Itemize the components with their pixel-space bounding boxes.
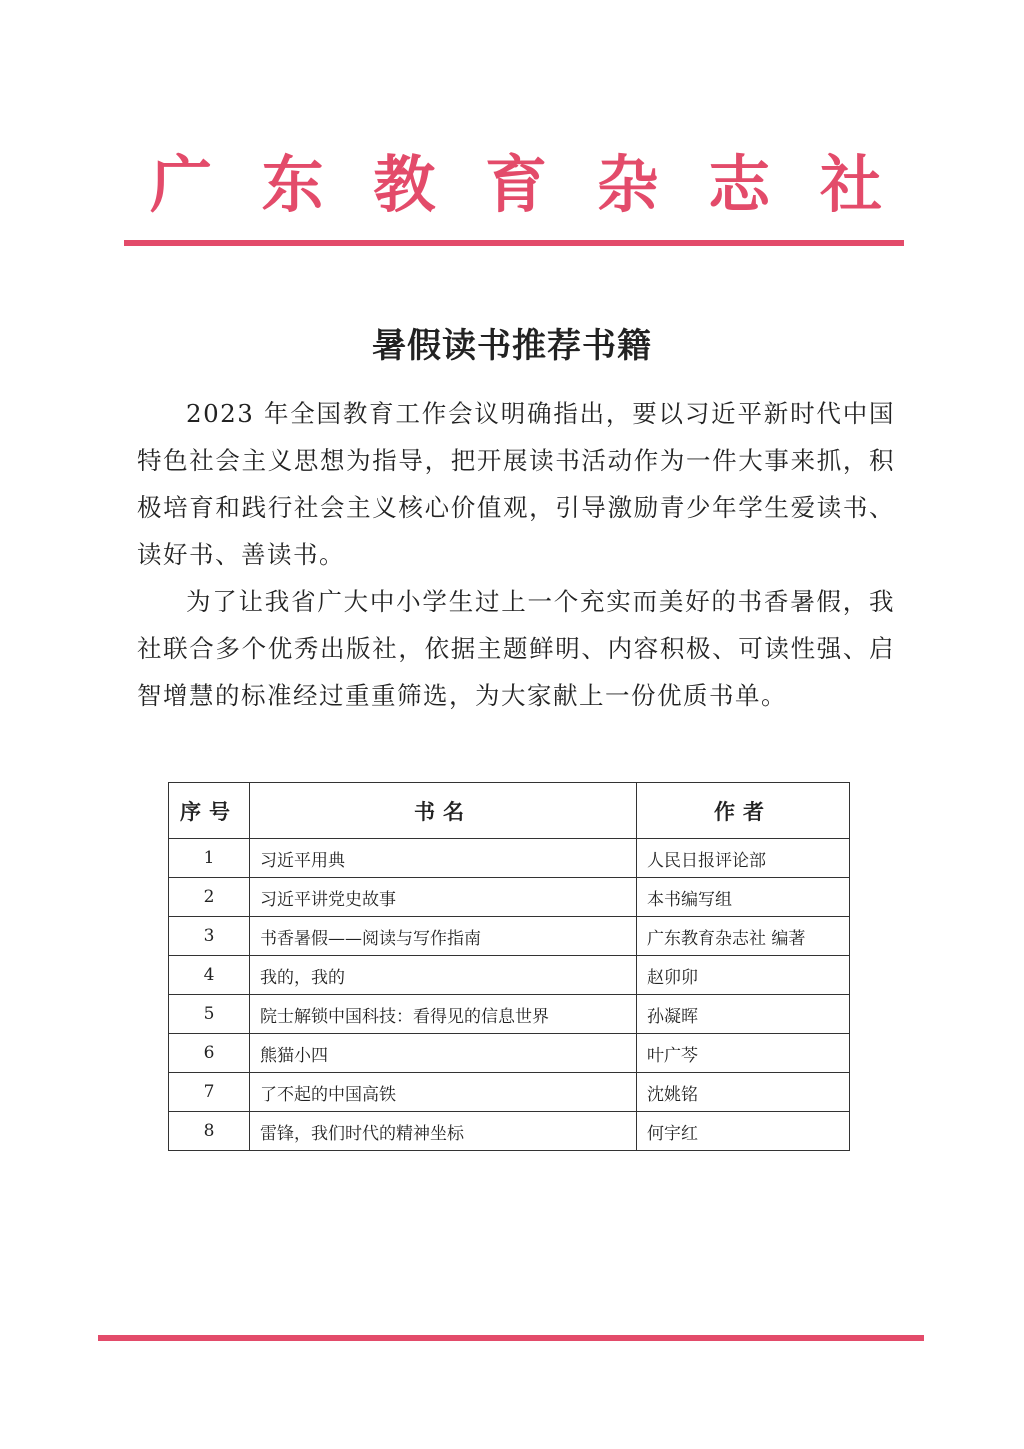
cell-title: 习近平用典 bbox=[250, 839, 637, 878]
paragraph: 2023 年全国教育工作会议明确指出，要以习近平新时代中国特色社会主义思想为指导，把开展读书活动作为一件大事来抓，积极培育和践行社会主义核心价值观，引导激励青少年学生爱读书、读好书、善读书。 bbox=[137, 399, 895, 569]
footer-divider bbox=[98, 1335, 924, 1341]
column-header-author: 作者 bbox=[637, 783, 850, 839]
masthead-char: 志 bbox=[708, 148, 771, 221]
masthead bbox=[126, 140, 904, 230]
masthead-divider bbox=[124, 240, 904, 246]
table-row bbox=[169, 1034, 850, 1073]
masthead-char: 社 bbox=[819, 148, 882, 221]
table-row bbox=[169, 917, 850, 956]
masthead-char: 东 bbox=[261, 148, 324, 221]
cell-number: 2 bbox=[169, 878, 250, 917]
cell-author: 赵卯卯 bbox=[637, 956, 850, 995]
cell-title: 熊猫小四 bbox=[250, 1034, 637, 1073]
cell-number: 8 bbox=[169, 1112, 250, 1151]
document-title: 暑假读书推荐书籍 bbox=[372, 326, 652, 366]
table-row bbox=[169, 956, 850, 995]
cell-number: 1 bbox=[169, 839, 250, 878]
cell-number: 7 bbox=[169, 1073, 250, 1112]
cell-author: 孙凝晖 bbox=[637, 995, 850, 1034]
cell-title: 雷锋，我们时代的精神坐标 bbox=[250, 1112, 637, 1151]
paragraph: 为了让我省广大中小学生过上一个充实而美好的书香暑假，我社联合多个优秀出版社，依据主题鲜明、内容积极、可读性强、启智增慧的标准经过重重筛选，为大家献上一份优质书单。 bbox=[137, 587, 895, 710]
document-body bbox=[137, 390, 895, 719]
cell-author: 广东教育杂志社 编著 bbox=[637, 917, 850, 956]
table-header-row bbox=[169, 783, 850, 839]
cell-title: 我的，我的 bbox=[250, 956, 637, 995]
cell-author: 叶广芩 bbox=[637, 1034, 850, 1073]
cell-title: 院士解锁中国科技：看得见的信息世界 bbox=[250, 995, 637, 1034]
cell-number: 5 bbox=[169, 995, 250, 1034]
column-header-number: 序号 bbox=[169, 783, 250, 839]
table-row bbox=[169, 1073, 850, 1112]
masthead-char: 教 bbox=[373, 148, 436, 221]
column-header-title: 书名 bbox=[250, 783, 637, 839]
table-row bbox=[169, 995, 850, 1034]
masthead-char: 广 bbox=[150, 148, 213, 221]
cell-author: 沈姚铭 bbox=[637, 1073, 850, 1112]
cell-title: 书香暑假——阅读与写作指南 bbox=[250, 917, 637, 956]
cell-number: 4 bbox=[169, 956, 250, 995]
cell-author: 人民日报评论部 bbox=[637, 839, 850, 878]
cell-number: 3 bbox=[169, 917, 250, 956]
masthead-char: 杂 bbox=[596, 148, 659, 221]
table-row bbox=[169, 1112, 850, 1151]
table-row bbox=[169, 878, 850, 917]
cell-number: 6 bbox=[169, 1034, 250, 1073]
cell-title: 习近平讲党史故事 bbox=[250, 878, 637, 917]
cell-author: 本书编写组 bbox=[637, 878, 850, 917]
table-row bbox=[169, 839, 850, 878]
masthead-char: 育 bbox=[484, 148, 547, 221]
book-list-table bbox=[168, 782, 850, 1151]
cell-title: 了不起的中国高铁 bbox=[250, 1073, 637, 1112]
cell-author: 何宇红 bbox=[637, 1112, 850, 1151]
